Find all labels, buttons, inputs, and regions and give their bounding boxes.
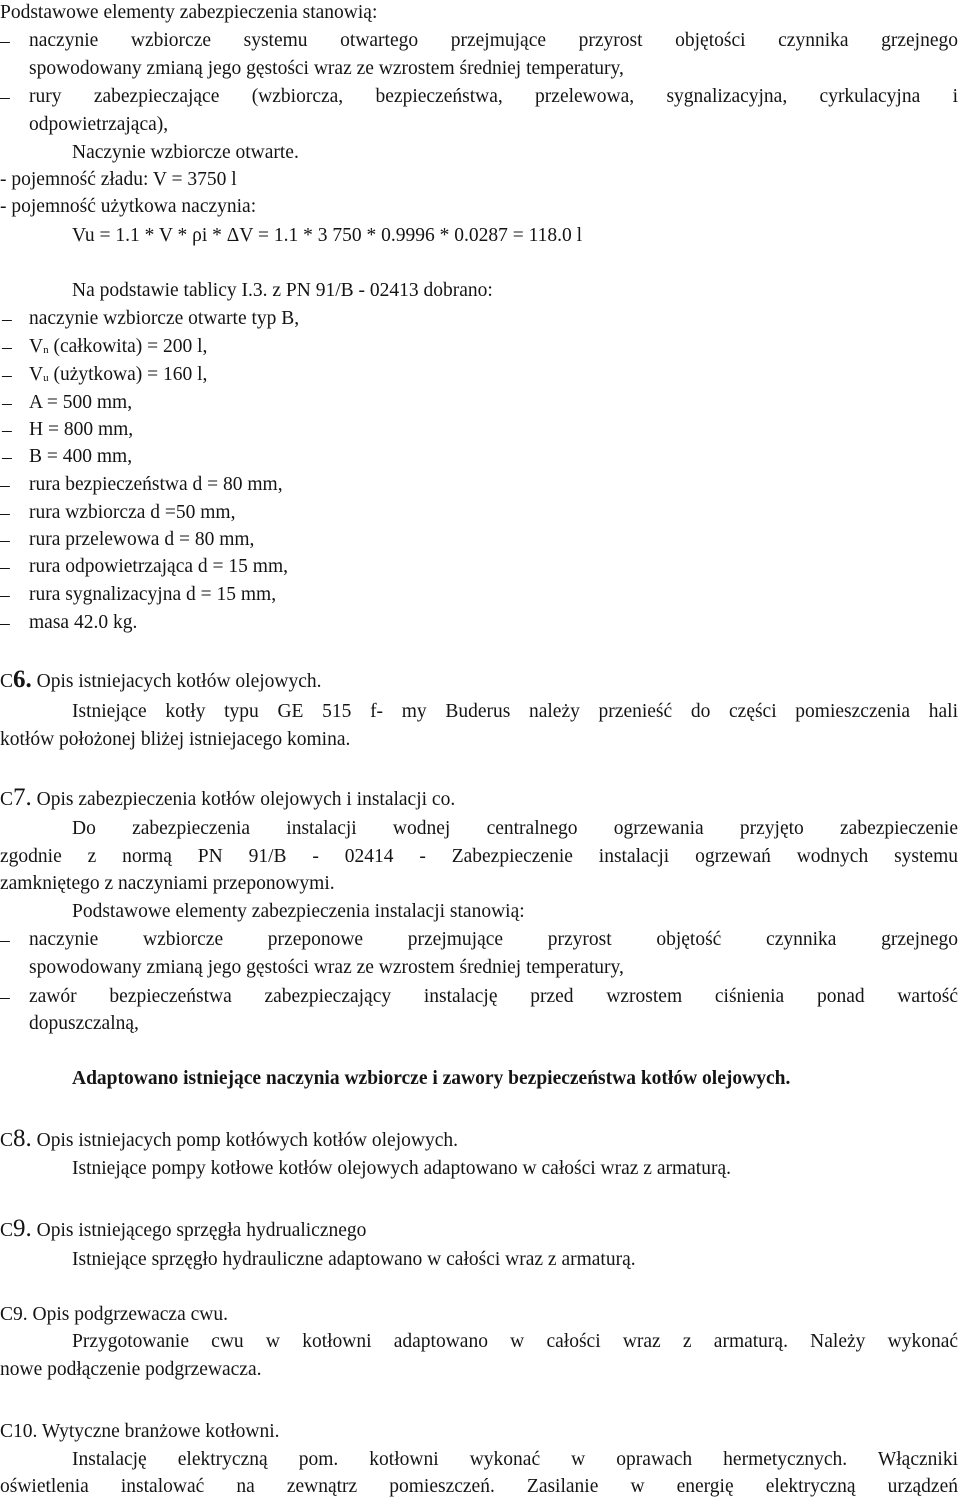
section-c7-heading: [0, 785, 455, 810]
intro-item-2-line-2: odpowietrzająca),: [29, 114, 169, 135]
bullet-dash: –: [0, 530, 10, 551]
spec-type: naczynie wzbiorcze otwarte typ B,: [29, 308, 300, 329]
section-c9a-prefix: C: [0, 1220, 14, 1241]
bullet-dash: –: [0, 31, 10, 52]
spec-vu: [29, 365, 207, 385]
section-c7-title: Opis zabezpieczenia kotłów olejowych i instalacji co.: [31, 789, 456, 810]
section-c6-paragraph-line-2: kotłów położonej bliżej istniejacego komina.: [0, 729, 351, 750]
section-c9a-heading: [0, 1216, 366, 1241]
section-c9a-paragraph-line-1: Istniejące sprzęgło hydrauliczne adaptowano w całości wraz z armaturą.: [72, 1249, 636, 1270]
bullet-dash: –: [2, 337, 12, 358]
bullet-dash: –: [2, 365, 12, 386]
section-c7-paragraph-line-1: Do zabezpieczenia instalacji wodnej centralnego ogrzewania przyjęto zabezpieczenie: [72, 818, 958, 839]
section-c8-number: 8.: [13, 1125, 32, 1152]
intro-item-1-line-2: spowodowany zmianą jego gęstości wraz ze wzrostem średniej temperatury,: [29, 58, 624, 79]
spec-vu-text: (użytkowa) = 160 l,: [48, 364, 208, 385]
section-c10-heading: C10. Wytyczne branżowe kotłowni.: [0, 1421, 280, 1442]
spec-vn-subscript: n: [43, 344, 49, 356]
bullet-dash: –: [0, 585, 10, 606]
section-c9b-paragraph-line-1: Przygotowanie cwu w kotłowni adaptowano w całości wraz z armaturą. Należy wykonać: [72, 1331, 958, 1352]
spec-a: A = 500 mm,: [29, 392, 133, 413]
intro-capacity: - pojemność zładu: V = 3750 l: [0, 169, 237, 190]
bullet-dash: –: [0, 475, 10, 496]
spec-mass: masa 42.0 kg.: [29, 612, 138, 633]
section-c7-item-1-line-1: naczynie wzbiorcze przeponowe przejmujące przyrost objętość czynnika grzejnego: [29, 929, 958, 950]
intro-item-1-line-1: naczynie wzbiorcze systemu otwartego przejmujące przyrost objętości czynnika grzejnego: [29, 30, 958, 51]
spec-vn: [29, 337, 207, 357]
bullet-dash: –: [0, 87, 10, 108]
section-c9b-paragraph-line-2: nowe podłączenie podgrzewacza.: [0, 1359, 262, 1380]
section-c6-prefix: C: [0, 671, 14, 692]
spec-vent-pipe: rura odpowietrzająca d = 15 mm,: [29, 556, 288, 577]
bullet-dash: –: [0, 503, 10, 524]
section-c8-title: Opis istniejacych pomp kotłówych kotłów olejowych.: [31, 1130, 458, 1151]
section-c9b-heading: C9. Opis podgrzewacza cwu.: [0, 1304, 228, 1325]
bullet-dash: –: [2, 420, 12, 441]
bullet-dash: –: [2, 309, 12, 330]
section-c7-paragraph-line-3: zamkniętego z naczyniami przeponowymi.: [0, 873, 335, 894]
section-c7-bold-note: Adaptowano istniejące naczynia wzbiorcze i zawory bezpieczeństwa kotłów olejowych.: [72, 1068, 791, 1089]
section-c8-prefix: C: [0, 1130, 14, 1151]
spec-expansion-pipe: rura wzbiorcza d =50 mm,: [29, 502, 236, 523]
intro-formula: Vu = 1.1 * V * ρi * ΔV = 1.1 * 3 750 * 0.9996 * 0.0287 = 118.0 l: [72, 225, 583, 246]
spec-vn-letter: V: [29, 336, 44, 357]
bullet-dash: –: [0, 557, 10, 578]
section-c6-paragraph-line-1: Istniejące kotły typu GE 515 f- my Buderus należy przenieść do części pomieszczenia hali: [72, 701, 958, 722]
section-c7-item-1-line-2: spowodowany zmianą jego gęstości wraz ze wzrostem średniej temperatury,: [29, 957, 624, 978]
intro-item-2-line-1: rury zabezpieczające (wzbiorcza, bezpieczeństwa, przelewowa, sygnalizacyjna, cyrkulacyjna i: [29, 86, 958, 107]
bullet-dash: –: [2, 393, 12, 414]
spec-vn-text: (całkowita) = 200 l,: [48, 336, 208, 357]
section-c8-paragraph-line-1: Istniejące pompy kotłowe kotłów olejowych adaptowano w całości wraz z armaturą.: [72, 1158, 731, 1179]
section-c7-item-2-line-1: zawór bezpieczeństwa zabezpieczający instalację przed wzrostem ciśnienia ponad wartość: [29, 986, 958, 1007]
spec-safety-pipe: rura bezpieczeństwa d = 80 mm,: [29, 474, 283, 495]
section-c6-number: 6.: [13, 666, 32, 693]
section-c8-heading: [0, 1126, 458, 1151]
section-c7-number: 7.: [13, 784, 32, 811]
intro-usable-capacity: - pojemność użytkowa naczynia:: [0, 196, 257, 217]
section-c9a-number: 9.: [13, 1215, 32, 1242]
intro-heading: Podstawowe elementy zabezpieczenia stanowią:: [0, 2, 378, 23]
section-c10-paragraph-line-2: oświetlenia instalować na zewnątrz pomieszczeń. Zasilanie w energię elektryczną urządzeń: [0, 1476, 958, 1497]
section-c7-prefix: C: [0, 789, 14, 810]
section-c7-item-2-line-2: dopuszczalną,: [29, 1013, 139, 1034]
bullet-dash: –: [0, 930, 10, 951]
section-c6-heading: [0, 667, 322, 692]
spec-vu-subscript: u: [43, 372, 49, 384]
spec-overflow-pipe: rura przelewowa d = 80 mm,: [29, 529, 255, 550]
spec-signal-pipe: rura sygnalizacyjna d = 15 mm,: [29, 584, 277, 605]
section-c9a-title: Opis istniejącego sprzęgła hydrualicznego: [31, 1220, 367, 1241]
section-c7-paragraph-line-2: zgodnie z normą PN 91/B - 02414 - Zabezpieczenie instalacji ogrzewań wodnych systemu: [0, 846, 958, 867]
section-c10-paragraph-line-1: Instalację elektryczną pom. kotłowni wykonać w oprawach hermetycznych. Włączniki: [72, 1449, 958, 1470]
spec-b: B = 400 mm,: [29, 446, 133, 467]
spec-vu-letter: V: [29, 364, 44, 385]
section-c6-title: Opis istniejacych kotłów olejowych.: [31, 671, 322, 692]
bullet-dash: –: [2, 447, 12, 468]
spec-h: H = 800 mm,: [29, 419, 134, 440]
intro-subheading: Naczynie wzbiorcze otwarte.: [72, 142, 299, 163]
bullet-dash: –: [0, 613, 10, 634]
intro-selection: Na podstawie tablicy I.3. z PN 91/B - 02413 dobrano:: [72, 280, 493, 301]
section-c7-list-heading: Podstawowe elementy zabezpieczenia instalacji stanowią:: [72, 901, 525, 922]
bullet-dash: –: [0, 987, 10, 1008]
